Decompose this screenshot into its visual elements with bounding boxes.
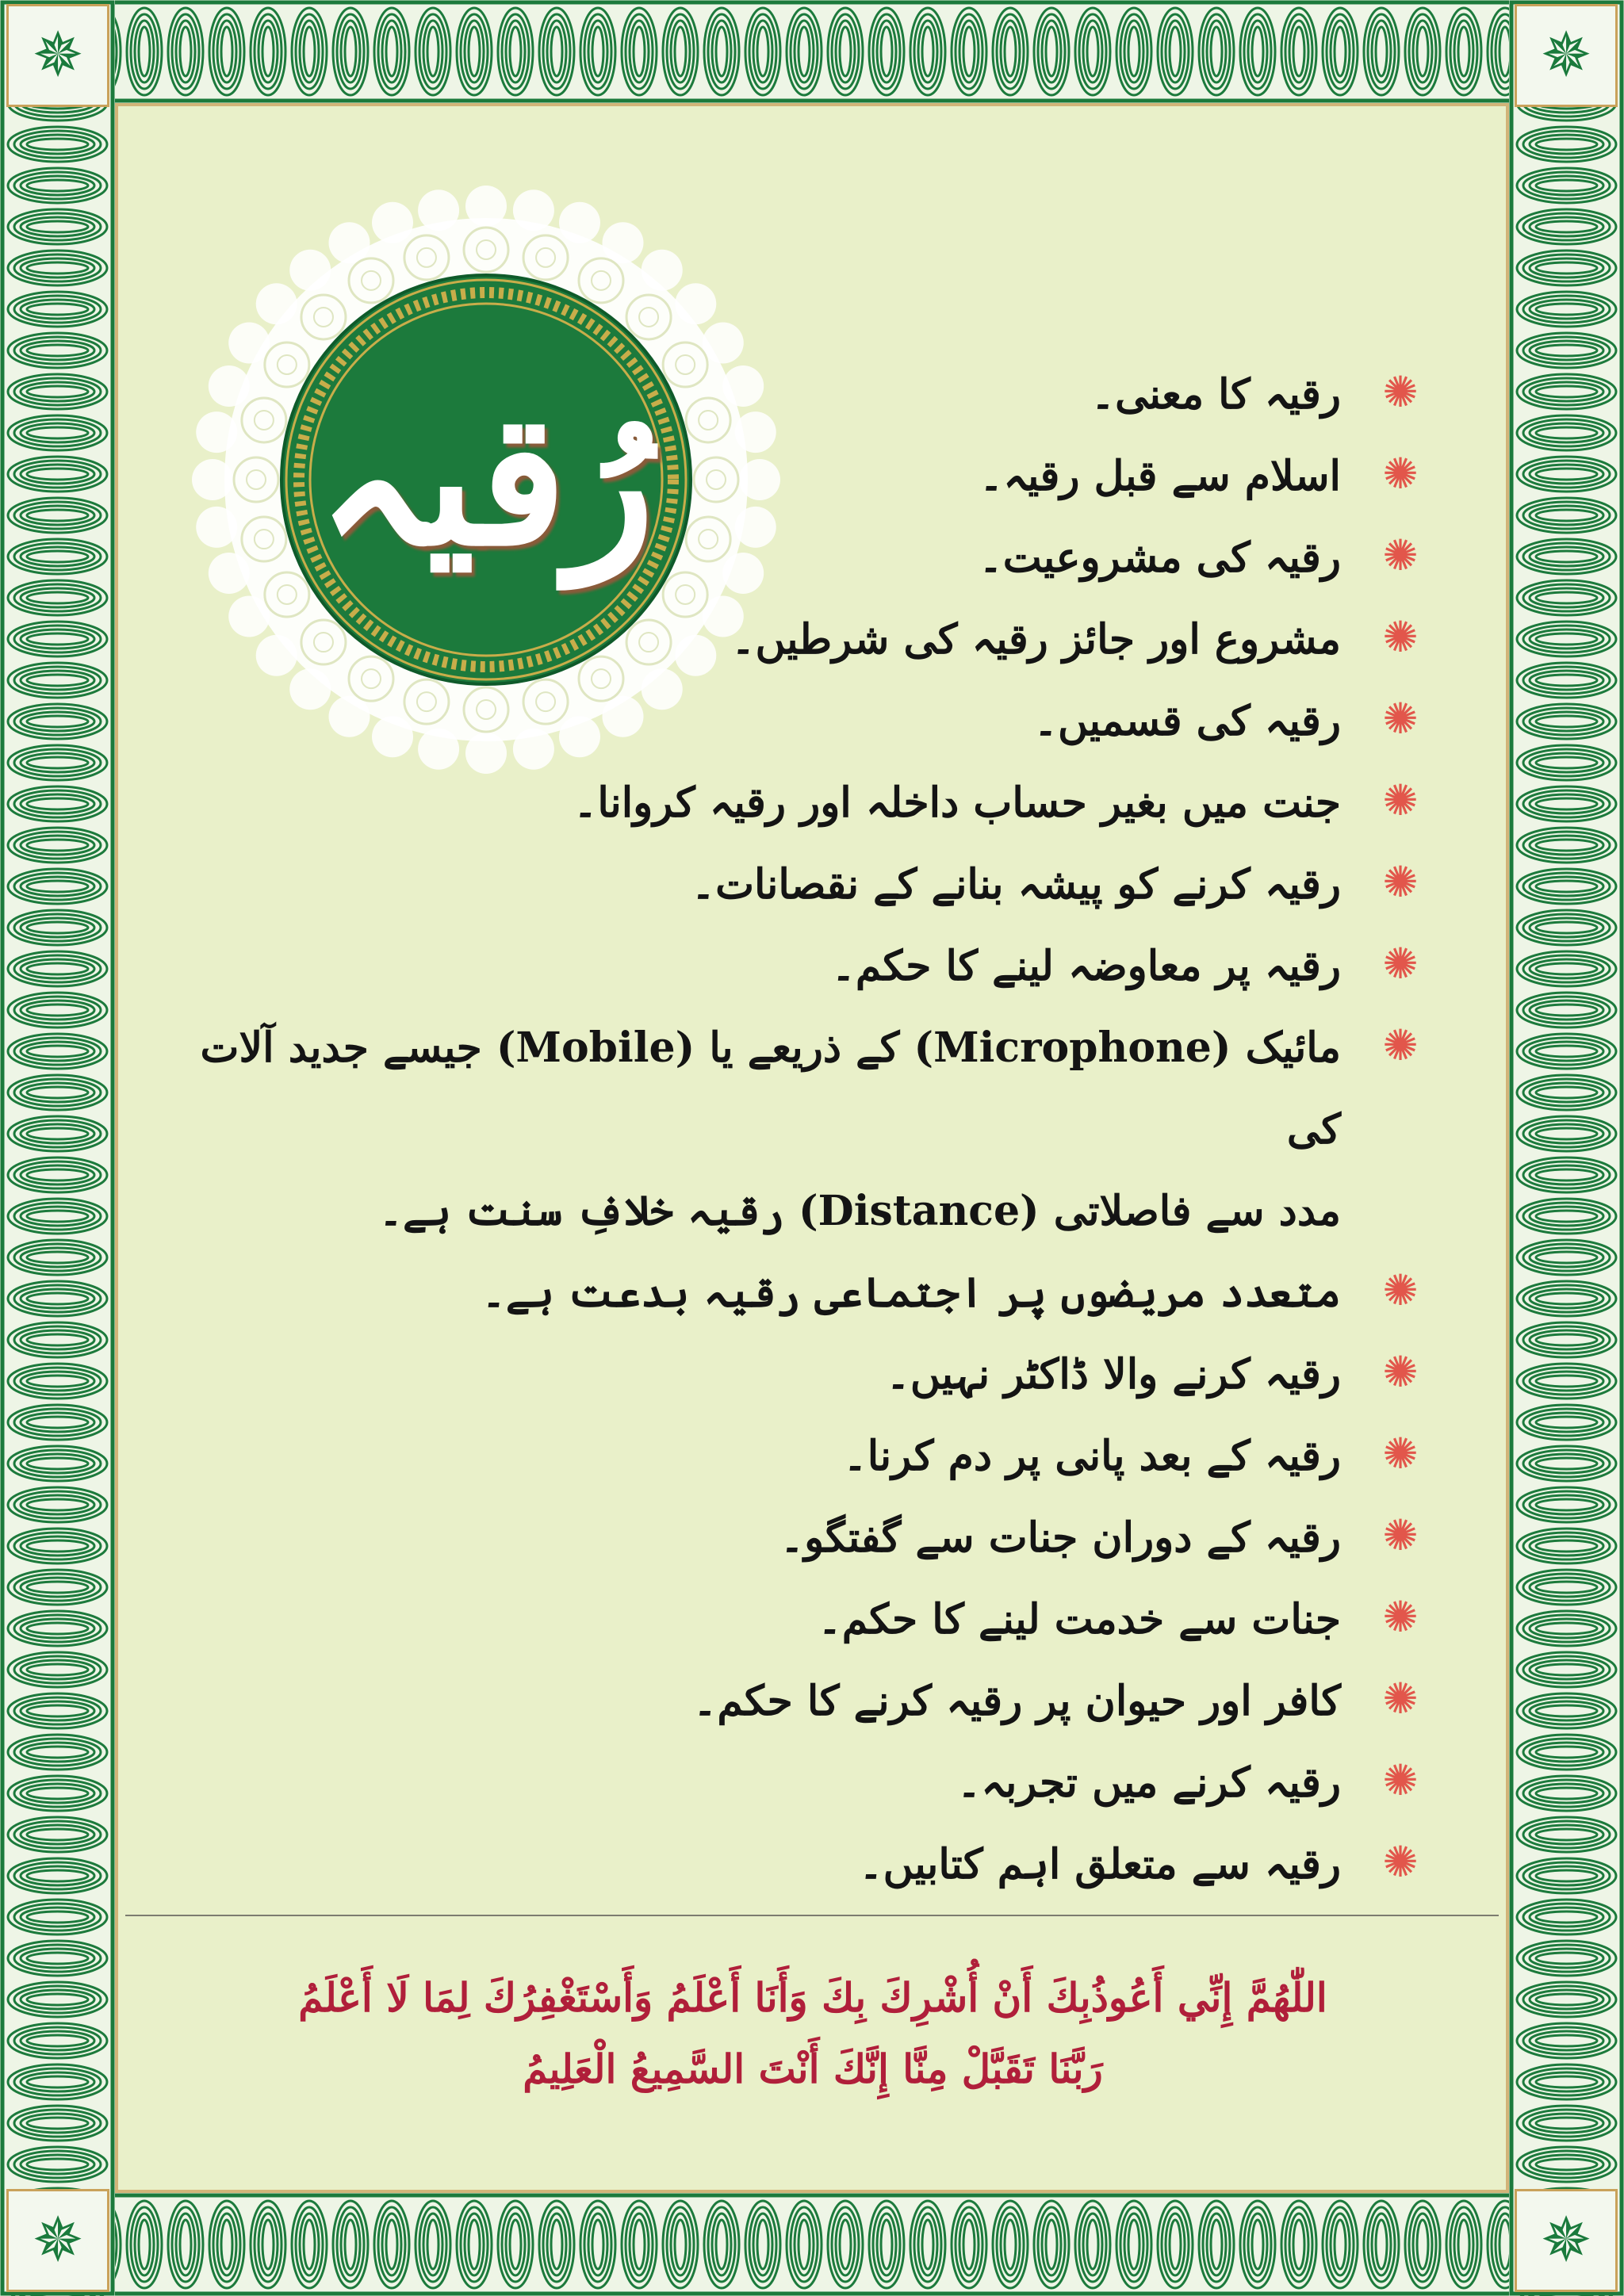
topic-text: کافر اور حیوان پر رقیہ کرنے کا حکم۔ — [692, 1677, 1341, 1725]
topic-text: رقیہ کی مشروعیت۔ — [979, 534, 1341, 582]
topic-text: رقیہ پر معاوضہ لینے کا حکم۔ — [831, 942, 1341, 990]
red-star-icon: ✺ — [1382, 1837, 1419, 1887]
dua-line-1: اللّٰھُمَّ إِنِّي أَعُوذُبِكَ أَنْ أُشْرِكَ بِكَ وَأَنَا أَعْلَمُ وَأَسْتَغْفِرُكَ لِمَا لَا أَعْلَمُ — [298, 1974, 1327, 2021]
red-star-icon: ✺ — [1382, 1510, 1419, 1560]
list-item — [167, 1252, 1419, 1334]
topic-text: رقیہ سے متعلق اہم کتابیں۔ — [859, 1840, 1341, 1888]
red-star-icon: ✺ — [1382, 449, 1419, 499]
list-item — [167, 762, 1419, 844]
border-loop-pattern-left — [0, 0, 115, 2296]
topic-text: مدد سے فاصلاتی (Distance) رقیہ خلافِ سنت ہے۔ — [378, 1187, 1341, 1235]
topic-text: رقیہ کے دوران جنات سے گفتگو۔ — [779, 1513, 1341, 1562]
divider — [125, 1915, 1499, 1916]
list-item — [167, 1660, 1419, 1742]
red-star-icon: ✺ — [1382, 857, 1419, 907]
list-item — [167, 1415, 1419, 1497]
topic-text: رقیہ کی قسمیں۔ — [1033, 697, 1341, 745]
green-star-icon: ✵ — [6, 4, 109, 107]
red-star-icon: ✺ — [1382, 1265, 1419, 1315]
topic-text: اسلام سے قبل رقیہ۔ — [979, 452, 1341, 500]
list-item — [167, 1170, 1341, 1252]
green-star-icon: ✵ — [6, 2189, 109, 2292]
border-loop-pattern-right — [1509, 0, 1624, 2296]
border-top — [0, 0, 1624, 103]
list-item — [167, 844, 1419, 925]
list-item — [167, 1334, 1419, 1415]
border-right — [1509, 0, 1624, 2296]
list-item — [167, 1742, 1419, 1823]
border-bottom — [0, 2193, 1624, 2296]
border-left — [0, 0, 115, 2296]
list-item — [167, 435, 1419, 517]
topic-text: جنت میں بغیر حساب داخلہ اور رقیہ کروانا۔ — [573, 779, 1341, 827]
topic-text: جنات سے خدمت لینے کا حکم۔ — [818, 1595, 1341, 1644]
list-item — [167, 1823, 1419, 1905]
list-item — [167, 1497, 1419, 1578]
list-item — [167, 599, 1419, 680]
list-item — [167, 354, 1419, 435]
topic-text: متعدد مریضوں پر اجتماعی رقیہ بدعت ہے۔ — [481, 1269, 1341, 1317]
topic-text: مشروع اور جائز رقیہ کی شرطیں۔ — [730, 615, 1341, 664]
topic-text: مائیک (Microphone) کے ذریعے یا (Mobile) جیسے جدید آلات کی — [200, 1024, 1341, 1154]
red-star-icon: ✺ — [1382, 1674, 1419, 1724]
emblem-title: رُقیہ — [317, 373, 655, 587]
red-star-icon: ✺ — [1382, 612, 1419, 662]
list-item — [167, 1578, 1419, 1660]
list-item — [167, 517, 1419, 599]
dua-line-2: رَبَّنَا تَقَبَّلْ مِنَّا إِنَّكَ أَنْتَ السَّمِيعُ الْعَلِيمُ — [523, 2045, 1103, 2092]
red-star-icon: ✺ — [1382, 939, 1419, 989]
content-panel — [115, 103, 1509, 2193]
dua-block — [194, 1962, 1431, 2105]
topic-list — [167, 354, 1419, 1905]
topic-text: رقیہ کے بعد پانی پر دم کرنا۔ — [843, 1432, 1341, 1480]
list-item — [167, 1007, 1419, 1170]
topic-text: رقیہ کرنے کو پیشہ بنانے کے نقصانات۔ — [691, 860, 1341, 909]
red-star-icon: ✺ — [1382, 1592, 1419, 1642]
border-loop-pattern-bottom — [0, 2193, 1624, 2296]
red-star-icon: ✺ — [1382, 1755, 1419, 1805]
border-loop-pattern-top — [0, 0, 1624, 103]
red-star-icon: ✺ — [1382, 1347, 1419, 1397]
green-star-icon: ✵ — [1515, 2189, 1618, 2292]
red-star-icon: ✺ — [1382, 1020, 1419, 1070]
list-item — [167, 680, 1419, 762]
topic-text: رقیہ کرنے والا ڈاکٹر نہیں۔ — [886, 1350, 1341, 1399]
red-star-icon: ✺ — [1382, 530, 1419, 580]
red-star-icon: ✺ — [1382, 367, 1419, 417]
red-star-icon: ✺ — [1382, 694, 1419, 744]
red-star-icon: ✺ — [1382, 1429, 1419, 1479]
green-star-icon: ✵ — [1515, 4, 1618, 107]
topic-text: رقیہ کرنے میں تجربہ۔ — [956, 1758, 1341, 1807]
topic-text: رقیہ کا معنی۔ — [1090, 370, 1341, 419]
red-star-icon: ✺ — [1382, 775, 1419, 825]
list-item — [167, 925, 1419, 1007]
